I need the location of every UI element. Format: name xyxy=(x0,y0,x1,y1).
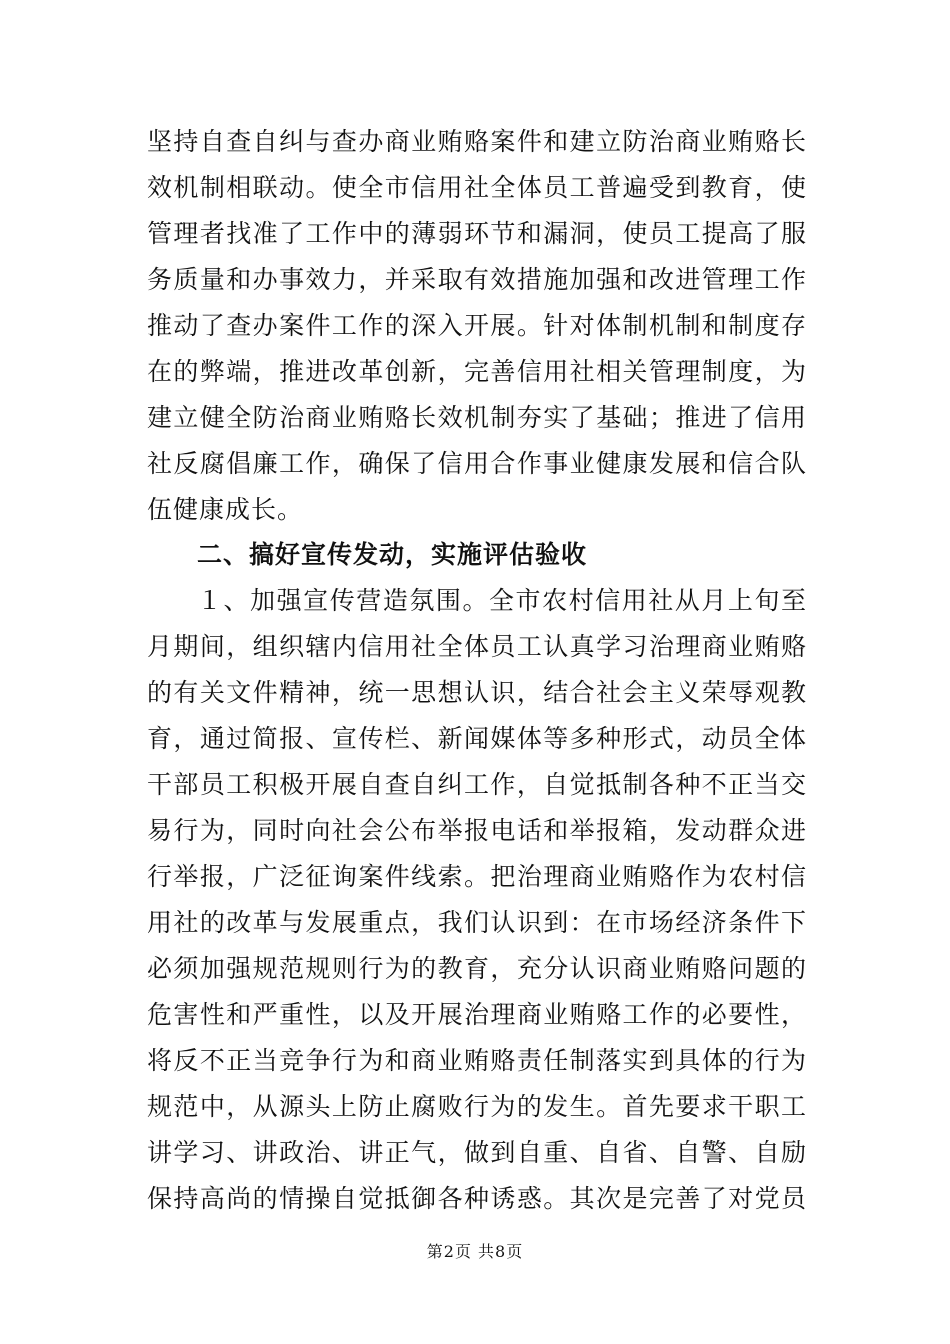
paragraph-line: 管理者找准了工作中的薄弱环节和漏洞，使员工提高了服 xyxy=(147,219,807,248)
paragraph-line: 行举报，广泛征询案件线索。把治理商业贿赂作为农村信 xyxy=(147,862,807,891)
paragraph-line: 坚持自查自纠与查办商业贿赂案件和建立防治商业贿赂长 xyxy=(147,127,807,156)
paragraph-line: 社反腐倡廉工作，确保了信用合作事业健康发展和信合队 xyxy=(147,449,807,478)
paragraph-line: 在的弊端，推进改革创新，完善信用社相关管理制度，为 xyxy=(147,357,807,386)
paragraph-line: 用社的改革与发展重点，我们认识到：在市场经济条件下 xyxy=(147,908,807,937)
paragraph-line: 讲学习、讲政治、讲正气，做到自重、自省、自警、自励 xyxy=(147,1138,807,1167)
paragraph-line: 月期间，组织辖内信用社全体员工认真学习治理商业贿赂 xyxy=(147,632,807,661)
page-footer: 第2页 共8页 xyxy=(426,1242,524,1261)
paragraph-line: 建立健全防治商业贿赂长效机制夯实了基础；推进了信用 xyxy=(147,403,807,432)
paragraph-line: １、加强宣传营造氛围。全市农村信用社从月上旬至 xyxy=(197,586,807,615)
paragraph-line: 务质量和办事效力，并采取有效措施加强和改进管理工作 xyxy=(147,265,807,294)
paragraph-line: 易行为，同时向社会公布举报电话和举报箱，发动群众进 xyxy=(147,816,807,845)
section-heading: 二、搞好宣传发动，实施评估验收 xyxy=(197,540,588,569)
paragraph-line: 将反不正当竞争行为和商业贿赂责任制落实到具体的行为 xyxy=(147,1046,807,1075)
paragraph-line: 的有关文件精神，统一思想认识，结合社会主义荣辱观教 xyxy=(147,678,807,707)
paragraph-line: 推动了查办案件工作的深入开展。针对体制机制和制度存 xyxy=(147,311,807,340)
paragraph-line: 必须加强规范规则行为的教育，充分认识商业贿赂问题的 xyxy=(147,954,807,983)
paragraph-line: 危害性和严重性，以及开展治理商业贿赂工作的必要性， xyxy=(147,1000,807,1029)
paragraph-line: 规范中，从源头上防止腐败行为的发生。首先要求干职工 xyxy=(147,1092,807,1121)
paragraph-line: 效机制相联动。使全市信用社全体员工普遍受到教育，使 xyxy=(147,173,807,202)
paragraph-line: 育，通过简报、宣传栏、新闻媒体等多种形式，动员全体 xyxy=(147,724,807,753)
paragraph-line: 干部员工积极开展自查自纠工作，自觉抵制各种不正当交 xyxy=(147,770,807,799)
paragraph-line: 伍健康成长。 xyxy=(147,495,304,524)
paragraph-line: 保持高尚的情操自觉抵御各种诱惑。其次是完善了对党员 xyxy=(147,1184,807,1213)
